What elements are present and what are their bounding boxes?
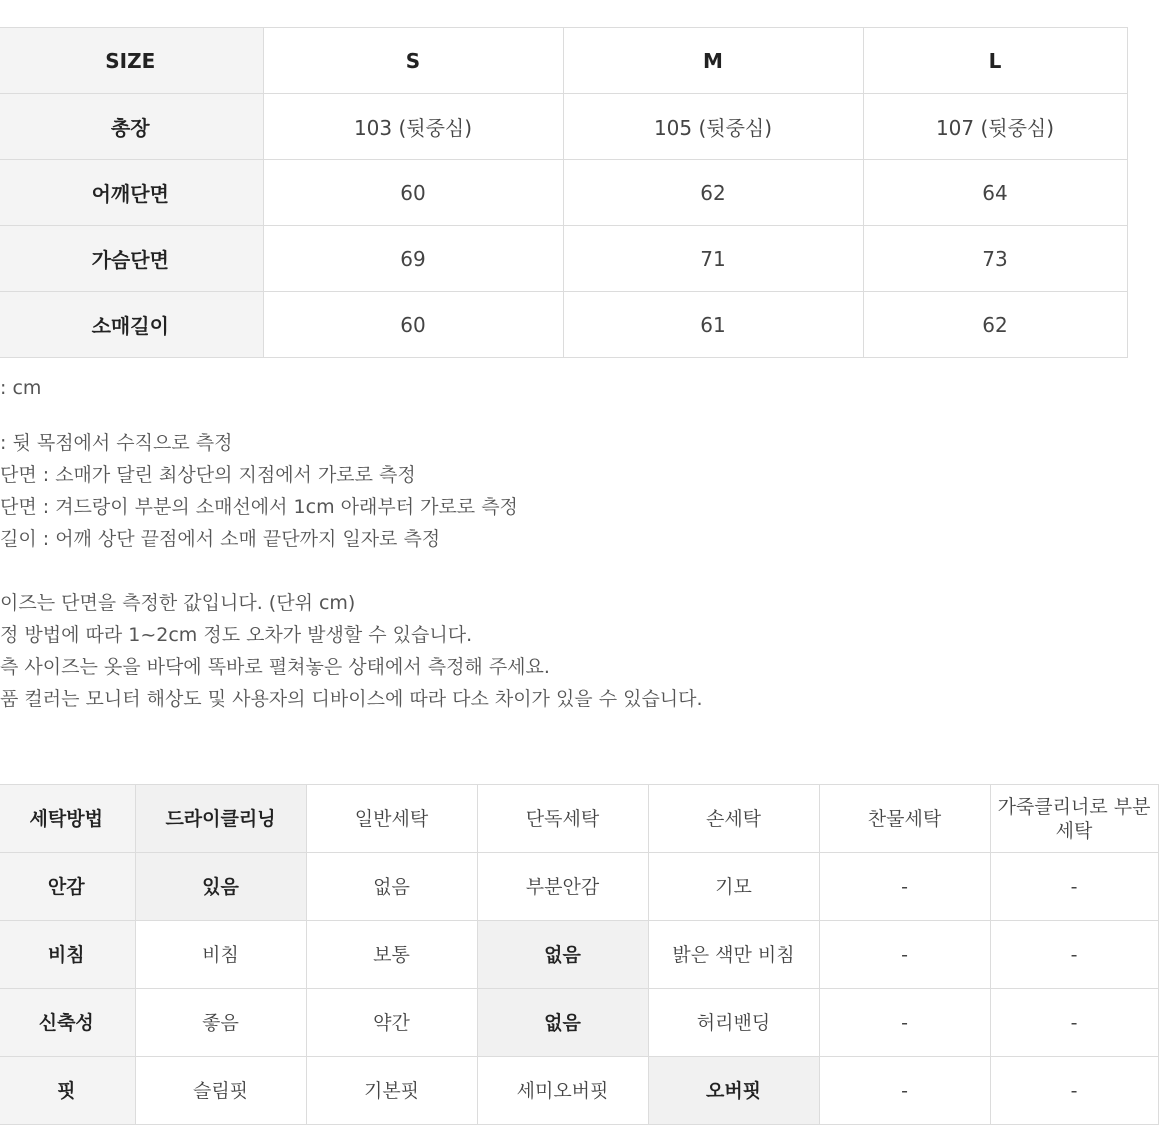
size-header-label: SIZE xyxy=(0,28,263,94)
care-cell: - xyxy=(990,989,1158,1057)
size-row-label: 총장 xyxy=(0,94,263,160)
measure-note: : 뒷 목점에서 수직으로 측정 xyxy=(0,432,233,454)
care-cell: 손세탁 xyxy=(648,785,819,853)
care-table xyxy=(0,784,1159,1125)
size-header-l: L xyxy=(863,28,1127,94)
care-cell: - xyxy=(990,1057,1158,1125)
care-cell: 좋음 xyxy=(135,989,306,1057)
care-cell: - xyxy=(990,853,1158,921)
care-cell: - xyxy=(990,921,1158,989)
care-cell: 오버핏 xyxy=(648,1057,819,1125)
care-row-label: 신축성 xyxy=(0,989,135,1057)
size-row-label: 소매길이 xyxy=(0,292,263,358)
info-note: 품 컬러는 모니터 해상도 및 사용자의 디바이스에 따라 다소 차이가 있을 수 있습니다. xyxy=(0,688,703,710)
care-cell: 허리밴딩 xyxy=(648,989,819,1057)
size-cell: 60 xyxy=(263,160,563,226)
info-note: 측 사이즈는 옷을 바닥에 똑바로 펼쳐놓은 상태에서 측정해 주세요. xyxy=(0,656,550,678)
care-cell: 가죽클리너로 부분세탁 xyxy=(990,785,1158,853)
care-row-label: 핏 xyxy=(0,1057,135,1125)
care-cell: 약간 xyxy=(306,989,477,1057)
size-row-label: 가슴단면 xyxy=(0,226,263,292)
care-cell: 기모 xyxy=(648,853,819,921)
care-row-lining xyxy=(0,853,1158,921)
care-cell: - xyxy=(819,921,990,989)
care-cell: 드라이클리닝 xyxy=(135,785,306,853)
size-cell: 60 xyxy=(263,292,563,358)
care-cell: 부분안감 xyxy=(477,853,648,921)
size-cell: 61 xyxy=(563,292,863,358)
care-cell: 없음 xyxy=(477,921,648,989)
size-row-chest xyxy=(0,226,1127,292)
care-row-fit xyxy=(0,1057,1158,1125)
care-row-label: 세탁방법 xyxy=(0,785,135,853)
measure-note: 단면 : 겨드랑이 부분의 소매선에서 1cm 아래부터 가로로 측정 xyxy=(0,496,518,518)
size-cell: 103 (뒷중심) xyxy=(263,94,563,160)
care-row-sheer xyxy=(0,921,1158,989)
size-cell: 62 xyxy=(863,292,1127,358)
care-cell: - xyxy=(819,989,990,1057)
care-row-label: 비침 xyxy=(0,921,135,989)
size-header-row xyxy=(0,28,1127,94)
care-row-wash xyxy=(0,785,1158,853)
info-note: 정 방법에 따라 1~2cm 정도 오차가 발생할 수 있습니다. xyxy=(0,624,473,646)
care-cell: 일반세탁 xyxy=(306,785,477,853)
care-row-label: 안감 xyxy=(0,853,135,921)
care-cell: 기본핏 xyxy=(306,1057,477,1125)
care-cell: - xyxy=(819,853,990,921)
size-cell: 71 xyxy=(563,226,863,292)
care-cell: 밝은 색만 비침 xyxy=(648,921,819,989)
size-cell: 105 (뒷중심) xyxy=(563,94,863,160)
care-cell: 슬림핏 xyxy=(135,1057,306,1125)
care-cell: 찬물세탁 xyxy=(819,785,990,853)
size-row-shoulder xyxy=(0,160,1127,226)
measure-note: 길이 : 어깨 상단 끝점에서 소매 끝단까지 일자로 측정 xyxy=(0,528,441,550)
size-table xyxy=(0,27,1128,358)
size-header-m: M xyxy=(563,28,863,94)
unit-note: : cm xyxy=(0,377,42,399)
size-row-length xyxy=(0,94,1127,160)
size-cell: 64 xyxy=(863,160,1127,226)
size-cell: 107 (뒷중심) xyxy=(863,94,1127,160)
care-cell: 없음 xyxy=(306,853,477,921)
care-cell: 있음 xyxy=(135,853,306,921)
care-row-stretch xyxy=(0,989,1158,1057)
care-cell: 없음 xyxy=(477,989,648,1057)
care-cell: 보통 xyxy=(306,921,477,989)
size-cell: 62 xyxy=(563,160,863,226)
size-header-s: S xyxy=(263,28,563,94)
size-row-label: 어깨단면 xyxy=(0,160,263,226)
size-cell: 69 xyxy=(263,226,563,292)
measure-note: 단면 : 소매가 달린 최상단의 지점에서 가로로 측정 xyxy=(0,464,416,486)
care-cell: 단독세탁 xyxy=(477,785,648,853)
size-cell: 73 xyxy=(863,226,1127,292)
care-cell: 세미오버핏 xyxy=(477,1057,648,1125)
info-note: 이즈는 단면을 측정한 값입니다. (단위 cm) xyxy=(0,592,356,614)
care-cell: 비침 xyxy=(135,921,306,989)
size-row-sleeve xyxy=(0,292,1127,358)
care-cell: - xyxy=(819,1057,990,1125)
